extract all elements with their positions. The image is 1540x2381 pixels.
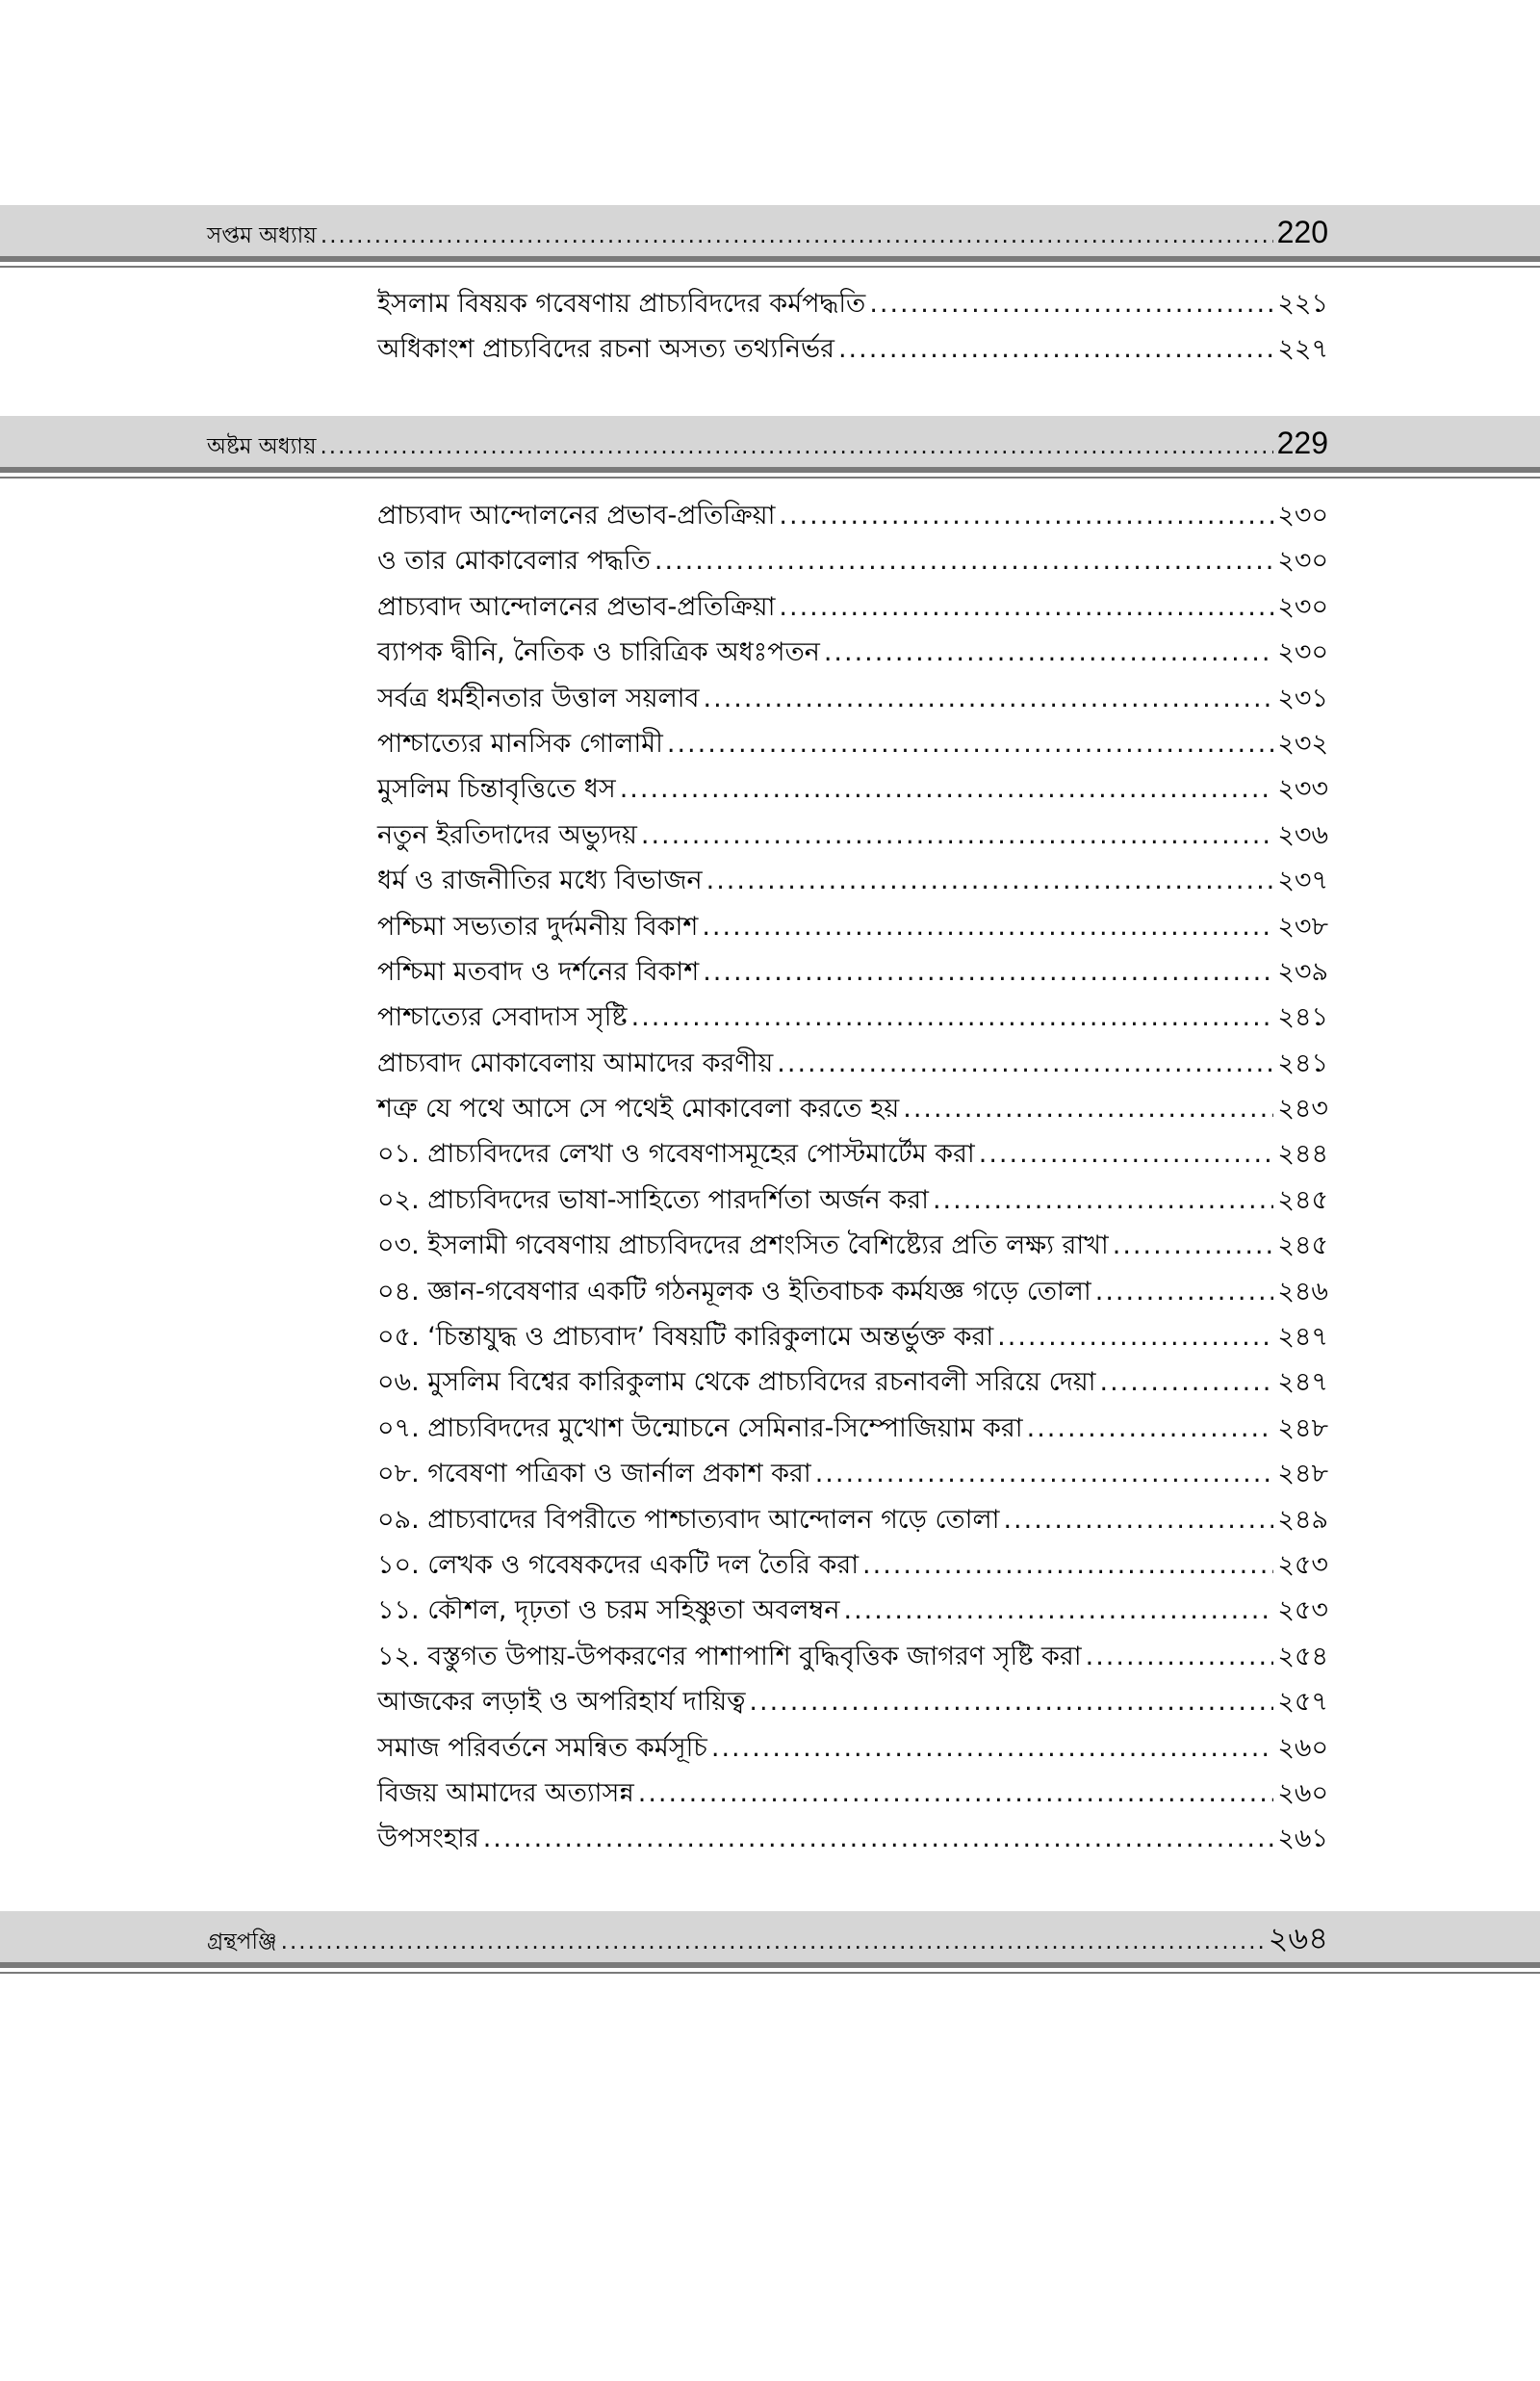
dot-leader — [641, 813, 1273, 858]
entry-page-number: ২৩১ — [1277, 683, 1328, 713]
entry-page-number: ২৫৩ — [1277, 1549, 1328, 1580]
entry-page-number: ২৬১ — [1277, 1824, 1328, 1854]
dot-leader — [749, 1679, 1273, 1724]
toc-entry[interactable] — [377, 766, 1328, 812]
chapter-8-header — [0, 416, 1540, 473]
entry-page-number: ২৪৭ — [1277, 1367, 1328, 1398]
chapter-page-number: 229 — [1276, 426, 1328, 460]
entry-title: ১২. বস্তুগত উপায়-উপকরণের পাশাপাশি বুদ্ধিবৃত্তিক জাগরণ সৃষ্টি করা — [377, 1641, 1082, 1671]
bibliography-section — [0, 1911, 1540, 1968]
toc-entry[interactable] — [377, 326, 1328, 372]
entry-page-number: ২৪৭ — [1277, 1322, 1328, 1353]
dot-leader — [706, 858, 1274, 903]
dot-leader — [779, 493, 1273, 538]
entry-page-number: ২৩৯ — [1277, 956, 1328, 987]
toc-entry[interactable] — [377, 858, 1328, 903]
entry-page-number: ২৩০ — [1277, 546, 1328, 577]
dot-leader — [1027, 1406, 1274, 1451]
entry-title: আজকের লড়াই ও অপরিহার্য দায়িত্ব — [377, 1687, 746, 1718]
entry-title: ০৩. ইসলামী গবেষণায় প্রাচ্যবিদদের প্রশংসিত বৈশিষ্ট্যের প্রতি লক্ষ্য রাখা — [377, 1230, 1109, 1261]
toc-entry[interactable] — [377, 1406, 1328, 1451]
toc-entry[interactable] — [377, 1497, 1328, 1542]
toc-entry[interactable] — [377, 721, 1328, 766]
chapter-page-number: 220 — [1276, 215, 1328, 249]
chapter-7-row[interactable] — [207, 213, 1328, 255]
toc-entry[interactable] — [377, 1314, 1328, 1359]
entry-title: ০৫. ‘চিন্তাযুদ্ধ ও প্রাচ্যবাদ’ বিষয়টি কারিকুলামে অন্তর্ভুক্ত করা — [377, 1322, 994, 1353]
entry-title: ০৪. জ্ঞান-গবেষণার একটি গঠনমূলক ও ইতিবাচক কর্মযজ্ঞ গড়ে তোলা — [377, 1276, 1091, 1307]
entry-title: পশ্চিমা সভ্যতার দুর্দমনীয় বিকাশ — [377, 911, 699, 942]
entry-page-number: ২৪৯ — [1277, 1504, 1328, 1535]
dot-leader — [824, 630, 1273, 675]
toc-entry[interactable] — [377, 493, 1328, 538]
entry-title: ০৯. প্রাচ্যবাদের বিপরীতে পাশ্চাত্যবাদ আন্দোলন গড়ে তোলা — [377, 1504, 1000, 1535]
entry-title: পাশ্চাত্যের সেবাদাস সৃষ্টি — [377, 1002, 628, 1033]
dot-leader — [702, 904, 1273, 949]
chapter-8-entries — [377, 493, 1328, 1862]
entry-title: ০১. প্রাচ্যবিদদের লেখা ও গবেষণাসমূহের পোস্টমার্টেম করা — [377, 1139, 975, 1170]
divider — [0, 266, 1540, 268]
dot-leader — [779, 584, 1273, 630]
dot-leader — [838, 326, 1273, 372]
chapter-title: অষ্টম অধ্যায় — [207, 434, 317, 459]
entry-page-number: ২৩৮ — [1277, 911, 1328, 942]
chapter-title: গ্রন্থপঞ্জি — [207, 1929, 277, 1954]
entry-title: নতুন ইরতিদাদের অভ্যুদয় — [377, 819, 637, 850]
entry-title: প্রাচ্যবাদ মোকাবেলায় আমাদের করণীয় — [377, 1048, 774, 1078]
entry-title: উপসংহার — [377, 1824, 479, 1854]
dot-leader — [777, 1041, 1273, 1086]
toc-entry[interactable] — [377, 1178, 1328, 1223]
chapter-7-entries — [377, 281, 1328, 373]
entry-title: মুসলিম চিন্তাবৃত্তিতে ধস — [377, 774, 616, 805]
entry-page-number: ২৫৪ — [1277, 1641, 1328, 1671]
entry-title: পশ্চিমা মতবাদ ও দর্শনের বিকাশ — [377, 956, 700, 987]
toc-entry[interactable] — [377, 904, 1328, 949]
entry-title: ০৭. প্রাচ্যবিদদের মুখোশ উন্মোচনে সেমিনার-সিম্পোজিয়াম করা — [377, 1412, 1023, 1443]
bibliography-row[interactable] — [207, 1919, 1328, 1961]
entry-page-number: ২৩৩ — [1277, 774, 1328, 805]
dot-leader — [321, 427, 1273, 466]
dot-leader — [667, 721, 1273, 766]
entry-page-number: ২৩০ — [1277, 591, 1328, 622]
entry-page-number: ২৪১ — [1277, 1002, 1328, 1033]
toc-entry[interactable] — [377, 1131, 1328, 1177]
entry-title: ০৬. মুসলিম বিশ্বের কারিকুলাম থেকে প্রাচ্যবিদের রচনাবলী সরিয়ে দেয়া — [377, 1367, 1096, 1398]
toc-entry[interactable] — [377, 630, 1328, 675]
entry-page-number: ২৪৪ — [1277, 1139, 1328, 1170]
entry-title: শত্রু যে পথে আসে সে পথেই মোকাবেলা করতে হয় — [377, 1094, 900, 1125]
dot-leader — [843, 1588, 1273, 1633]
entry-title: ও তার মোকাবেলার পদ্ধতি — [377, 546, 651, 577]
entry-page-number: ২৪৫ — [1277, 1184, 1328, 1215]
entry-title: ধর্ম ও রাজনীতির মধ্যে বিভাজন — [377, 866, 703, 896]
dot-leader — [933, 1178, 1273, 1223]
dot-leader — [638, 1771, 1274, 1816]
dot-leader — [620, 766, 1274, 812]
toc-entry[interactable] — [377, 1771, 1328, 1816]
chapter-7-header — [0, 205, 1540, 262]
dot-leader — [1003, 1497, 1273, 1542]
entry-page-number: ২২১ — [1277, 289, 1328, 319]
entry-title: ব্যাপক দ্বীনি, নৈতিক ও চারিত্রিক অধঃপতন — [377, 637, 820, 668]
entry-title: পাশ্চাত্যের মানসিক গোলামী — [377, 728, 663, 759]
toc-entry[interactable] — [377, 1451, 1328, 1496]
toc-entry[interactable] — [377, 949, 1328, 995]
dot-leader — [979, 1131, 1274, 1177]
dot-leader — [483, 1816, 1274, 1861]
dot-leader — [1113, 1223, 1274, 1268]
dot-leader — [703, 949, 1273, 995]
bibliography-header — [0, 1911, 1540, 1968]
toc-entry[interactable] — [377, 584, 1328, 630]
toc-entry[interactable] — [377, 1223, 1328, 1268]
chapter-8-section — [0, 416, 1540, 1854]
entry-page-number: ২৪৮ — [1277, 1412, 1328, 1443]
entry-title: ইসলাম বিষয়ক গবেষণায় প্রাচ্যবিদদের কর্মপদ্ধতি — [377, 289, 866, 319]
entry-title: সর্বত্র ধর্মহীনতার উত্তাল সয়লাব — [377, 683, 700, 713]
dot-leader — [711, 1725, 1273, 1771]
toc-entry[interactable] — [377, 281, 1328, 326]
toc-entry[interactable] — [377, 995, 1328, 1040]
entry-page-number: ২৪৬ — [1277, 1276, 1328, 1307]
dot-leader — [997, 1314, 1273, 1359]
entry-page-number: ২৩২ — [1277, 728, 1328, 759]
dot-leader — [869, 281, 1273, 326]
toc-entry[interactable] — [377, 1359, 1328, 1405]
entry-title: ০৮. গবেষণা পত্রিকা ও জার্নাল প্রকাশ করা — [377, 1459, 811, 1489]
chapter-8-row[interactable] — [207, 424, 1328, 466]
entry-page-number: ২৩০ — [1277, 637, 1328, 668]
entry-page-number: ২২৭ — [1277, 334, 1328, 365]
entry-title: প্রাচ্যবাদ আন্দোলনের প্রভাব-প্রতিক্রিয়া — [377, 591, 776, 622]
entry-title: ০২. প্রাচ্যবিদদের ভাষা-সাহিত্যে পারদর্শিতা অর্জন করা — [377, 1184, 929, 1215]
entry-page-number: ২৫৭ — [1277, 1687, 1328, 1718]
entry-title: ১১. কৌশল, দৃঢ়তা ও চরম সহিষ্ণুতা অবলম্বন — [377, 1595, 840, 1626]
entry-page-number: ২৪৮ — [1277, 1459, 1328, 1489]
entry-title: অধিকাংশ প্রাচ্যবিদের রচনা অসত্য তথ্যনির্ভর — [377, 334, 834, 365]
entry-page-number: ২৬০ — [1277, 1777, 1328, 1808]
toc-entry[interactable] — [377, 538, 1328, 583]
dot-leader — [862, 1542, 1273, 1588]
toc-entry[interactable] — [377, 1041, 1328, 1086]
toc-entry[interactable] — [377, 1588, 1328, 1633]
entry-page-number: ২৪১ — [1277, 1048, 1328, 1078]
entry-title: সমাজ পরিবর্তনে সমন্বিত কর্মসূচি — [377, 1732, 707, 1763]
chapter-title: সপ্তম অধ্যায় — [207, 223, 317, 248]
entry-title: ১০. লেখক ও গবেষকদের একটি দল তৈরি করা — [377, 1549, 860, 1580]
toc-entry[interactable] — [377, 1679, 1328, 1724]
entry-page-number: ২৪৩ — [1277, 1094, 1328, 1125]
toc-entry[interactable] — [377, 676, 1328, 721]
dot-leader — [704, 676, 1274, 721]
toc-entry[interactable] — [377, 1542, 1328, 1588]
entry-page-number: ২৪৫ — [1277, 1230, 1328, 1261]
dot-leader — [631, 995, 1274, 1040]
toc-entry[interactable] — [377, 1725, 1328, 1771]
dot-leader — [321, 217, 1273, 255]
entry-page-number: ২৫৩ — [1277, 1595, 1328, 1626]
divider — [0, 1972, 1540, 1974]
dot-leader — [281, 1923, 1265, 1961]
dot-leader — [815, 1451, 1274, 1496]
divider — [0, 477, 1540, 479]
chapter-7-section — [0, 205, 1540, 365]
toc-entry[interactable] — [377, 1086, 1328, 1131]
entry-page-number: ২৩৭ — [1277, 866, 1328, 896]
toc-entry[interactable] — [377, 1816, 1328, 1861]
dot-leader — [1099, 1359, 1273, 1405]
toc-entry[interactable] — [377, 1269, 1328, 1314]
dot-leader — [1095, 1269, 1274, 1314]
dot-leader — [903, 1086, 1273, 1131]
entry-page-number: ২৩০ — [1277, 501, 1328, 531]
entry-page-number: ২৬০ — [1277, 1732, 1328, 1763]
toc-entry[interactable] — [377, 813, 1328, 858]
toc-entry[interactable] — [377, 1634, 1328, 1679]
entry-title: বিজয় আমাদের অত্যাসন্ন — [377, 1777, 634, 1808]
dot-leader — [1086, 1634, 1274, 1679]
dot-leader — [654, 538, 1273, 583]
entry-title: প্রাচ্যবাদ আন্দোলনের প্রভাব-প্রতিক্রিয়া — [377, 501, 776, 531]
entry-page-number: ২৩৬ — [1277, 819, 1328, 850]
chapter-page-number: ২৬৪ — [1268, 1921, 1328, 1955]
